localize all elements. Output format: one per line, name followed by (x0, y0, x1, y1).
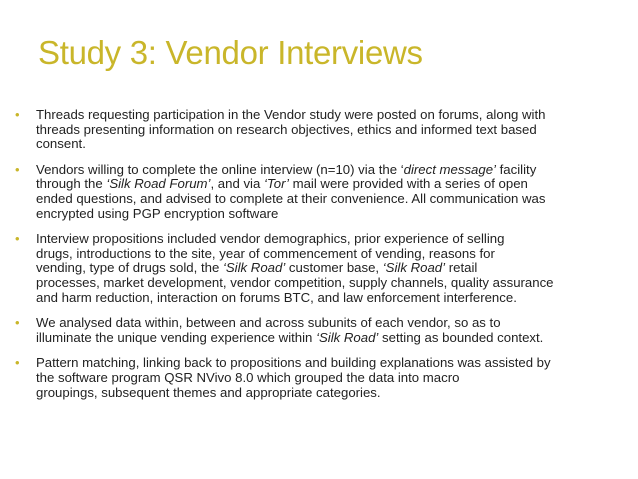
text-run: processes, market development, vendor competition, supply channels, quality assurance (36, 274, 554, 290)
text-run: setting as bounded context. (378, 329, 544, 345)
text-run: vending, type of drugs sold, the (36, 260, 223, 276)
bullet-dot-icon: • (15, 107, 20, 122)
bullet-line (36, 123, 630, 138)
text-run: consent. (36, 136, 86, 152)
bullet-item (15, 232, 630, 305)
bullet-line (36, 177, 630, 192)
bullet-line (36, 232, 630, 247)
italic-text: ‘Tor’ (264, 176, 289, 192)
text-run: We analysed data within, between and across subunits of each vendor, so as to (36, 315, 501, 331)
bullet-line (36, 371, 630, 386)
bullet-line (36, 163, 630, 178)
text-run: facility (495, 161, 537, 177)
italic-text: ‘Silk Road’ (382, 260, 446, 276)
text-run: illuminate the unique vending experience within (36, 329, 317, 345)
bullet-line (36, 247, 630, 262)
bullet-dot-icon: • (15, 315, 20, 331)
bullet-line (36, 291, 630, 306)
bullet-dot-icon: • (15, 161, 20, 177)
text-run: threads presenting information on research objectives, ethics and informed text based (36, 121, 537, 137)
italic-text: ‘Silk Road’ (222, 260, 286, 276)
text-run: customer base, (285, 260, 383, 276)
bullet-item (15, 108, 630, 152)
bullet-line (36, 261, 630, 276)
bullet-list (15, 108, 630, 411)
text-run: Threads requesting participation in the Vendor study were posted on forums, along with (36, 107, 546, 122)
text-run: encrypted using PGP encryption software (36, 205, 279, 221)
text-run: Vendors willing to complete the online interview (n=10) via the ‘ (36, 161, 404, 177)
bullet-line (36, 108, 630, 123)
bullet-line (36, 356, 630, 371)
bullet-line (36, 331, 630, 346)
text-run: through the (36, 176, 107, 192)
bullet-line (36, 137, 630, 152)
text-run: and harm reduction, interaction on forums BTC, and law enforcement interference. (36, 289, 517, 305)
text-run: Interview propositions included vendor demographics, prior experience of selling (36, 231, 505, 247)
bullet-line (36, 192, 630, 207)
bullet-item (15, 316, 630, 345)
slide-title: Study 3: Vendor Interviews (38, 34, 423, 71)
text-run: retail (445, 260, 478, 276)
text-run: ended questions, and advised to complete at their convenience. All communication was (36, 190, 546, 206)
italic-text: ‘Silk Road Forum’ (106, 176, 211, 192)
bullet-item (15, 163, 630, 221)
text-run: the software program QSR NVivo 8.0 which grouped the data into macro (36, 369, 460, 385)
bullet-line (36, 316, 630, 331)
bullet-dot-icon: • (15, 355, 20, 371)
text-run: drugs, introductions to the site, year of commencement of vending, reasons for (36, 245, 495, 261)
italic-text: direct message’ (403, 161, 496, 177)
text-run: Pattern matching, linking back to propositions and building explanations was assisted by (36, 355, 551, 371)
bullet-line (36, 207, 630, 222)
italic-text: ‘Silk Road’ (316, 329, 379, 345)
text-run: mail were provided with a series of open (288, 176, 528, 192)
text-run: groupings, subsequent themes and appropriate categories. (36, 384, 381, 400)
text-run: , and via (210, 176, 264, 192)
bullet-line (36, 276, 630, 291)
bullet-dot-icon: • (15, 231, 20, 247)
bullet-line (36, 386, 630, 401)
bullet-item (15, 356, 630, 400)
